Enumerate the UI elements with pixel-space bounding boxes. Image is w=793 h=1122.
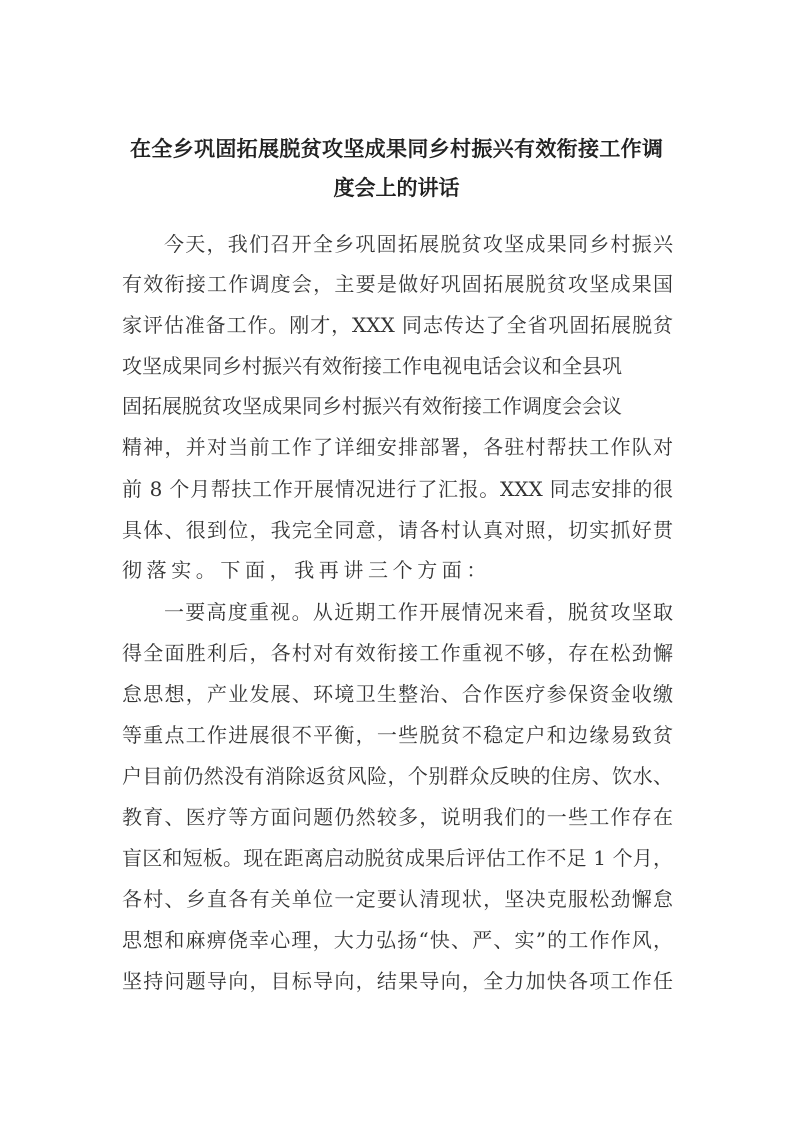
text-line: 户目前仍然没有消除返贫风险，个别群众反映的住房、饮水、 (122, 764, 673, 788)
text-line: 今天，我们召开全乡巩固拓展脱贫攻坚成果同乡村振兴 (164, 232, 673, 256)
text-line: 教育、医疗等方面问题仍然较多，说明我们的一些工作存在 (122, 805, 673, 829)
text-line: 怠思想，产业发展、环境卫生整治、合作医疗参保资金收缴 (122, 682, 673, 706)
text-line: 彻落实。下面，我再讲三个方面： (122, 558, 491, 582)
text-line: 坚持问题导向，目标导向，结果导向，全力加快各项工作任 (122, 969, 673, 993)
document-title-line-1: 在全乡巩固拓展脱贫攻坚成果同乡村振兴有效衔接工作调 (130, 136, 663, 161)
text-line: 得全面胜利后，各村对有效衔接工作重视不够，存在松劲懈 (122, 641, 673, 665)
text-line: 攻坚成果同乡村振兴有效衔接工作电视电话会议和全县巩 (122, 354, 622, 378)
text-line: 具体、很到位，我完全同意，请各村认真对照，切实抓好贯 (122, 518, 673, 542)
text-line: 等重点工作进展很不平衡，一些脱贫不稳定户和边缘易致贫 (122, 723, 673, 747)
text-line: 家评估准备工作。刚才，XXX 同志传达了全省巩固拓展脱贫 (122, 313, 673, 337)
text-line: 有效衔接工作调度会，主要是做好巩固拓展脱贫攻坚成果国 (122, 272, 673, 296)
text-line: 各村、乡直各有关单位一定要认清现状，坚决克服松劲懈怠 (122, 887, 673, 911)
document-title-line-2: 度会上的讲话 (333, 175, 460, 200)
text-line: 一要高度重视。从近期工作开展情况来看，脱贫攻坚取 (164, 600, 673, 624)
text-line: 前 8 个月帮扶工作开展情况进行了汇报。XXX 同志安排的很 (122, 477, 673, 501)
text-line: 精神，并对当前工作了详细安排部署，各驻村帮扶工作队对 (122, 435, 673, 459)
text-line: 固拓展脱贫攻坚成果同乡村振兴有效衔接工作调度会会议 (122, 394, 622, 418)
text-line: 盲区和短板。现在距离启动脱贫成果后评估工作不足 1 个月， (122, 846, 673, 870)
text-line: 思想和麻痹侥幸心理，大力弘扬“快、严、实”的工作作风， (122, 928, 673, 952)
